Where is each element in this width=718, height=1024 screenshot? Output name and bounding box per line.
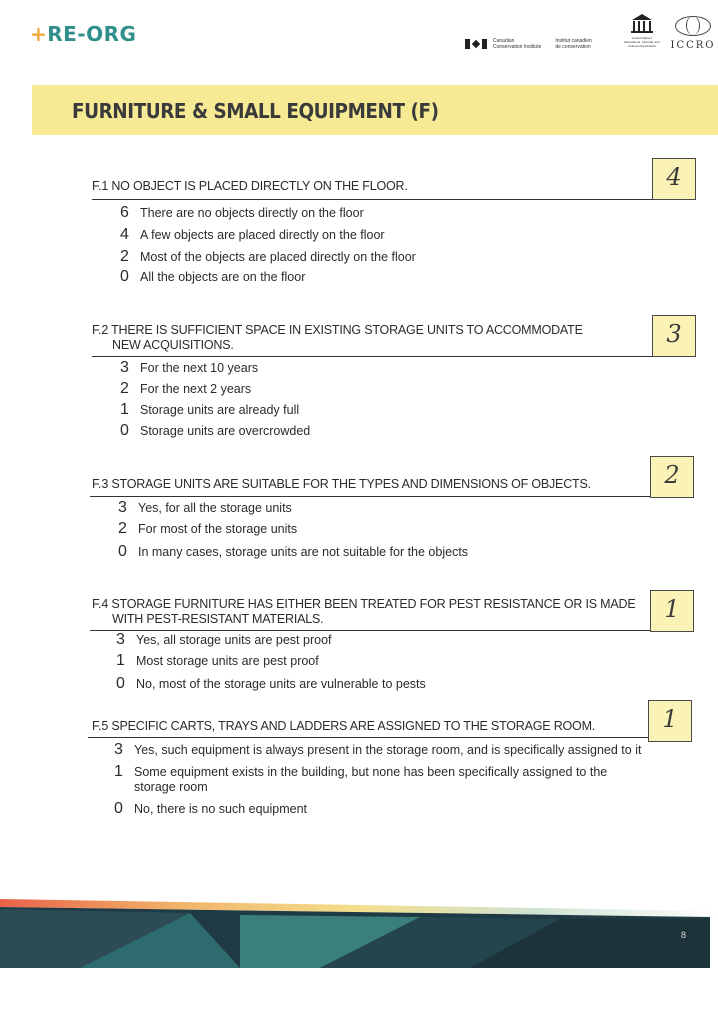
question-rule bbox=[90, 496, 650, 497]
option-item bbox=[120, 204, 364, 222]
canada-flag-icon bbox=[465, 39, 487, 49]
option-text: No, there is no such equipment bbox=[134, 802, 308, 816]
score-box[interactable] bbox=[650, 456, 694, 498]
option-item bbox=[114, 763, 607, 794]
option-item bbox=[114, 800, 307, 818]
unesco-temple-icon bbox=[630, 14, 654, 34]
question-title bbox=[92, 597, 635, 627]
score-value: 2 bbox=[664, 461, 680, 489]
option-item bbox=[120, 380, 251, 398]
option-text: For the next 10 years bbox=[140, 361, 259, 375]
option-text: Most of the objects are placed directly on the floor bbox=[140, 250, 416, 264]
option-points: 2 bbox=[118, 520, 127, 537]
option-text: A few objects are placed directly on the floor bbox=[140, 228, 385, 242]
option-item bbox=[120, 268, 305, 286]
cci-fr-line2: de conservation bbox=[555, 44, 591, 50]
page-number: 8 bbox=[680, 930, 686, 940]
unesco-logo bbox=[620, 14, 664, 48]
question-title: F.3 STORAGE UNITS ARE SUITABLE FOR THE TYPES AND DIMENSIONS OF OBJECTS. bbox=[92, 477, 591, 491]
option-item bbox=[118, 499, 292, 517]
option-points: 0 bbox=[120, 268, 129, 285]
score-box[interactable] bbox=[650, 590, 694, 632]
logo-text: RE-ORG bbox=[47, 22, 137, 46]
option-points: 3 bbox=[114, 741, 123, 758]
question-title-line2: NEW ACQUISITIONS. bbox=[112, 338, 234, 352]
score-value: 3 bbox=[666, 320, 682, 348]
page-title: FURNITURE & SMALL EQUIPMENT (F) bbox=[72, 99, 439, 123]
unesco-line1: United Nations bbox=[632, 36, 652, 40]
score-value: 4 bbox=[666, 163, 682, 191]
option-points: 1 bbox=[120, 401, 129, 418]
cci-en-line1: Canadian bbox=[493, 38, 515, 44]
option-text: Storage units are overcrowded bbox=[140, 424, 311, 438]
option-item bbox=[120, 248, 416, 266]
logo-plus: + bbox=[30, 22, 48, 46]
cci-logo bbox=[465, 38, 600, 50]
score-box[interactable] bbox=[652, 158, 696, 200]
option-item bbox=[120, 401, 299, 419]
title-banner bbox=[32, 85, 718, 135]
question-title-line1: F.4 STORAGE FURNITURE HAS EITHER BEEN TREATED FOR PEST RESISTANCE OR IS MADE bbox=[92, 597, 636, 611]
option-points: 6 bbox=[120, 204, 129, 221]
option-text: Some equipment exists in the building, but none has been specifically assigned to the bbox=[134, 765, 608, 779]
question-rule bbox=[92, 356, 652, 357]
cci-en-line2: Conservation Institute bbox=[493, 44, 542, 50]
question-title-line2: WITH PEST-RESISTANT MATERIALS. bbox=[112, 612, 324, 626]
option-item bbox=[120, 422, 310, 440]
option-text: Most storage units are pest proof bbox=[136, 654, 319, 668]
option-text: Yes, all storage units are pest proof bbox=[136, 633, 332, 647]
footer-band bbox=[0, 893, 718, 973]
option-points: 3 bbox=[120, 359, 129, 376]
option-item bbox=[118, 520, 297, 538]
option-item bbox=[118, 543, 468, 561]
option-item bbox=[120, 226, 385, 244]
score-value: 1 bbox=[664, 595, 680, 623]
score-box[interactable] bbox=[652, 315, 696, 357]
option-points: 2 bbox=[120, 380, 129, 397]
reorg-logo bbox=[30, 22, 136, 46]
unesco-line3: Cultural Organization bbox=[627, 44, 657, 48]
option-text: For the next 2 years bbox=[140, 382, 252, 396]
option-text-line2: storage room bbox=[134, 780, 208, 794]
option-points: 1 bbox=[114, 763, 123, 780]
cci-fr-line1: Institut canadien bbox=[555, 38, 592, 44]
option-item bbox=[116, 652, 319, 670]
option-item bbox=[116, 675, 426, 693]
option-points: 0 bbox=[118, 543, 127, 560]
option-points: 3 bbox=[118, 499, 127, 516]
option-text: Storage units are already full bbox=[140, 403, 300, 417]
question-title bbox=[92, 323, 583, 353]
option-points: 1 bbox=[116, 652, 125, 669]
option-text: For most of the storage units bbox=[138, 522, 298, 536]
option-text: All the objects are on the floor bbox=[140, 270, 306, 284]
option-text: No, most of the storage units are vulnerable to pests bbox=[136, 677, 426, 691]
question-title-line1: F.2 THERE IS SUFFICIENT SPACE IN EXISTING STORAGE UNITS TO ACCOMMODATE bbox=[92, 323, 583, 337]
option-text: In many cases, storage units are not suitable for the objects bbox=[138, 545, 469, 559]
option-points: 0 bbox=[114, 800, 123, 817]
option-text: Yes, such equipment is always present in the storage room, and is specifically assigned to it bbox=[134, 743, 642, 757]
option-item bbox=[120, 359, 258, 377]
question-rule bbox=[88, 737, 648, 738]
option-item bbox=[116, 631, 332, 649]
question-title: F.5 SPECIFIC CARTS, TRAYS AND LADDERS ARE ASSIGNED TO THE STORAGE ROOM. bbox=[92, 719, 596, 733]
iccrom-logo bbox=[668, 16, 718, 51]
option-points: 3 bbox=[116, 631, 125, 648]
option-text: There are no objects directly on the floor bbox=[140, 206, 364, 220]
option-item bbox=[114, 741, 641, 759]
option-points: 2 bbox=[120, 248, 129, 265]
option-points: 0 bbox=[116, 675, 125, 692]
unesco-line2: Educational, Scientific and bbox=[624, 40, 660, 44]
question-rule bbox=[92, 199, 652, 200]
option-points: 4 bbox=[120, 226, 129, 243]
score-box[interactable] bbox=[648, 700, 692, 742]
option-points: 0 bbox=[120, 422, 129, 439]
score-value: 1 bbox=[662, 705, 678, 733]
option-text: Yes, for all the storage units bbox=[138, 501, 292, 515]
iccrom-text: ICCRO bbox=[670, 40, 716, 51]
iccrom-globe-icon bbox=[675, 16, 711, 36]
question-title: F.1 NO OBJECT IS PLACED DIRECTLY ON THE FLOOR. bbox=[92, 179, 408, 193]
